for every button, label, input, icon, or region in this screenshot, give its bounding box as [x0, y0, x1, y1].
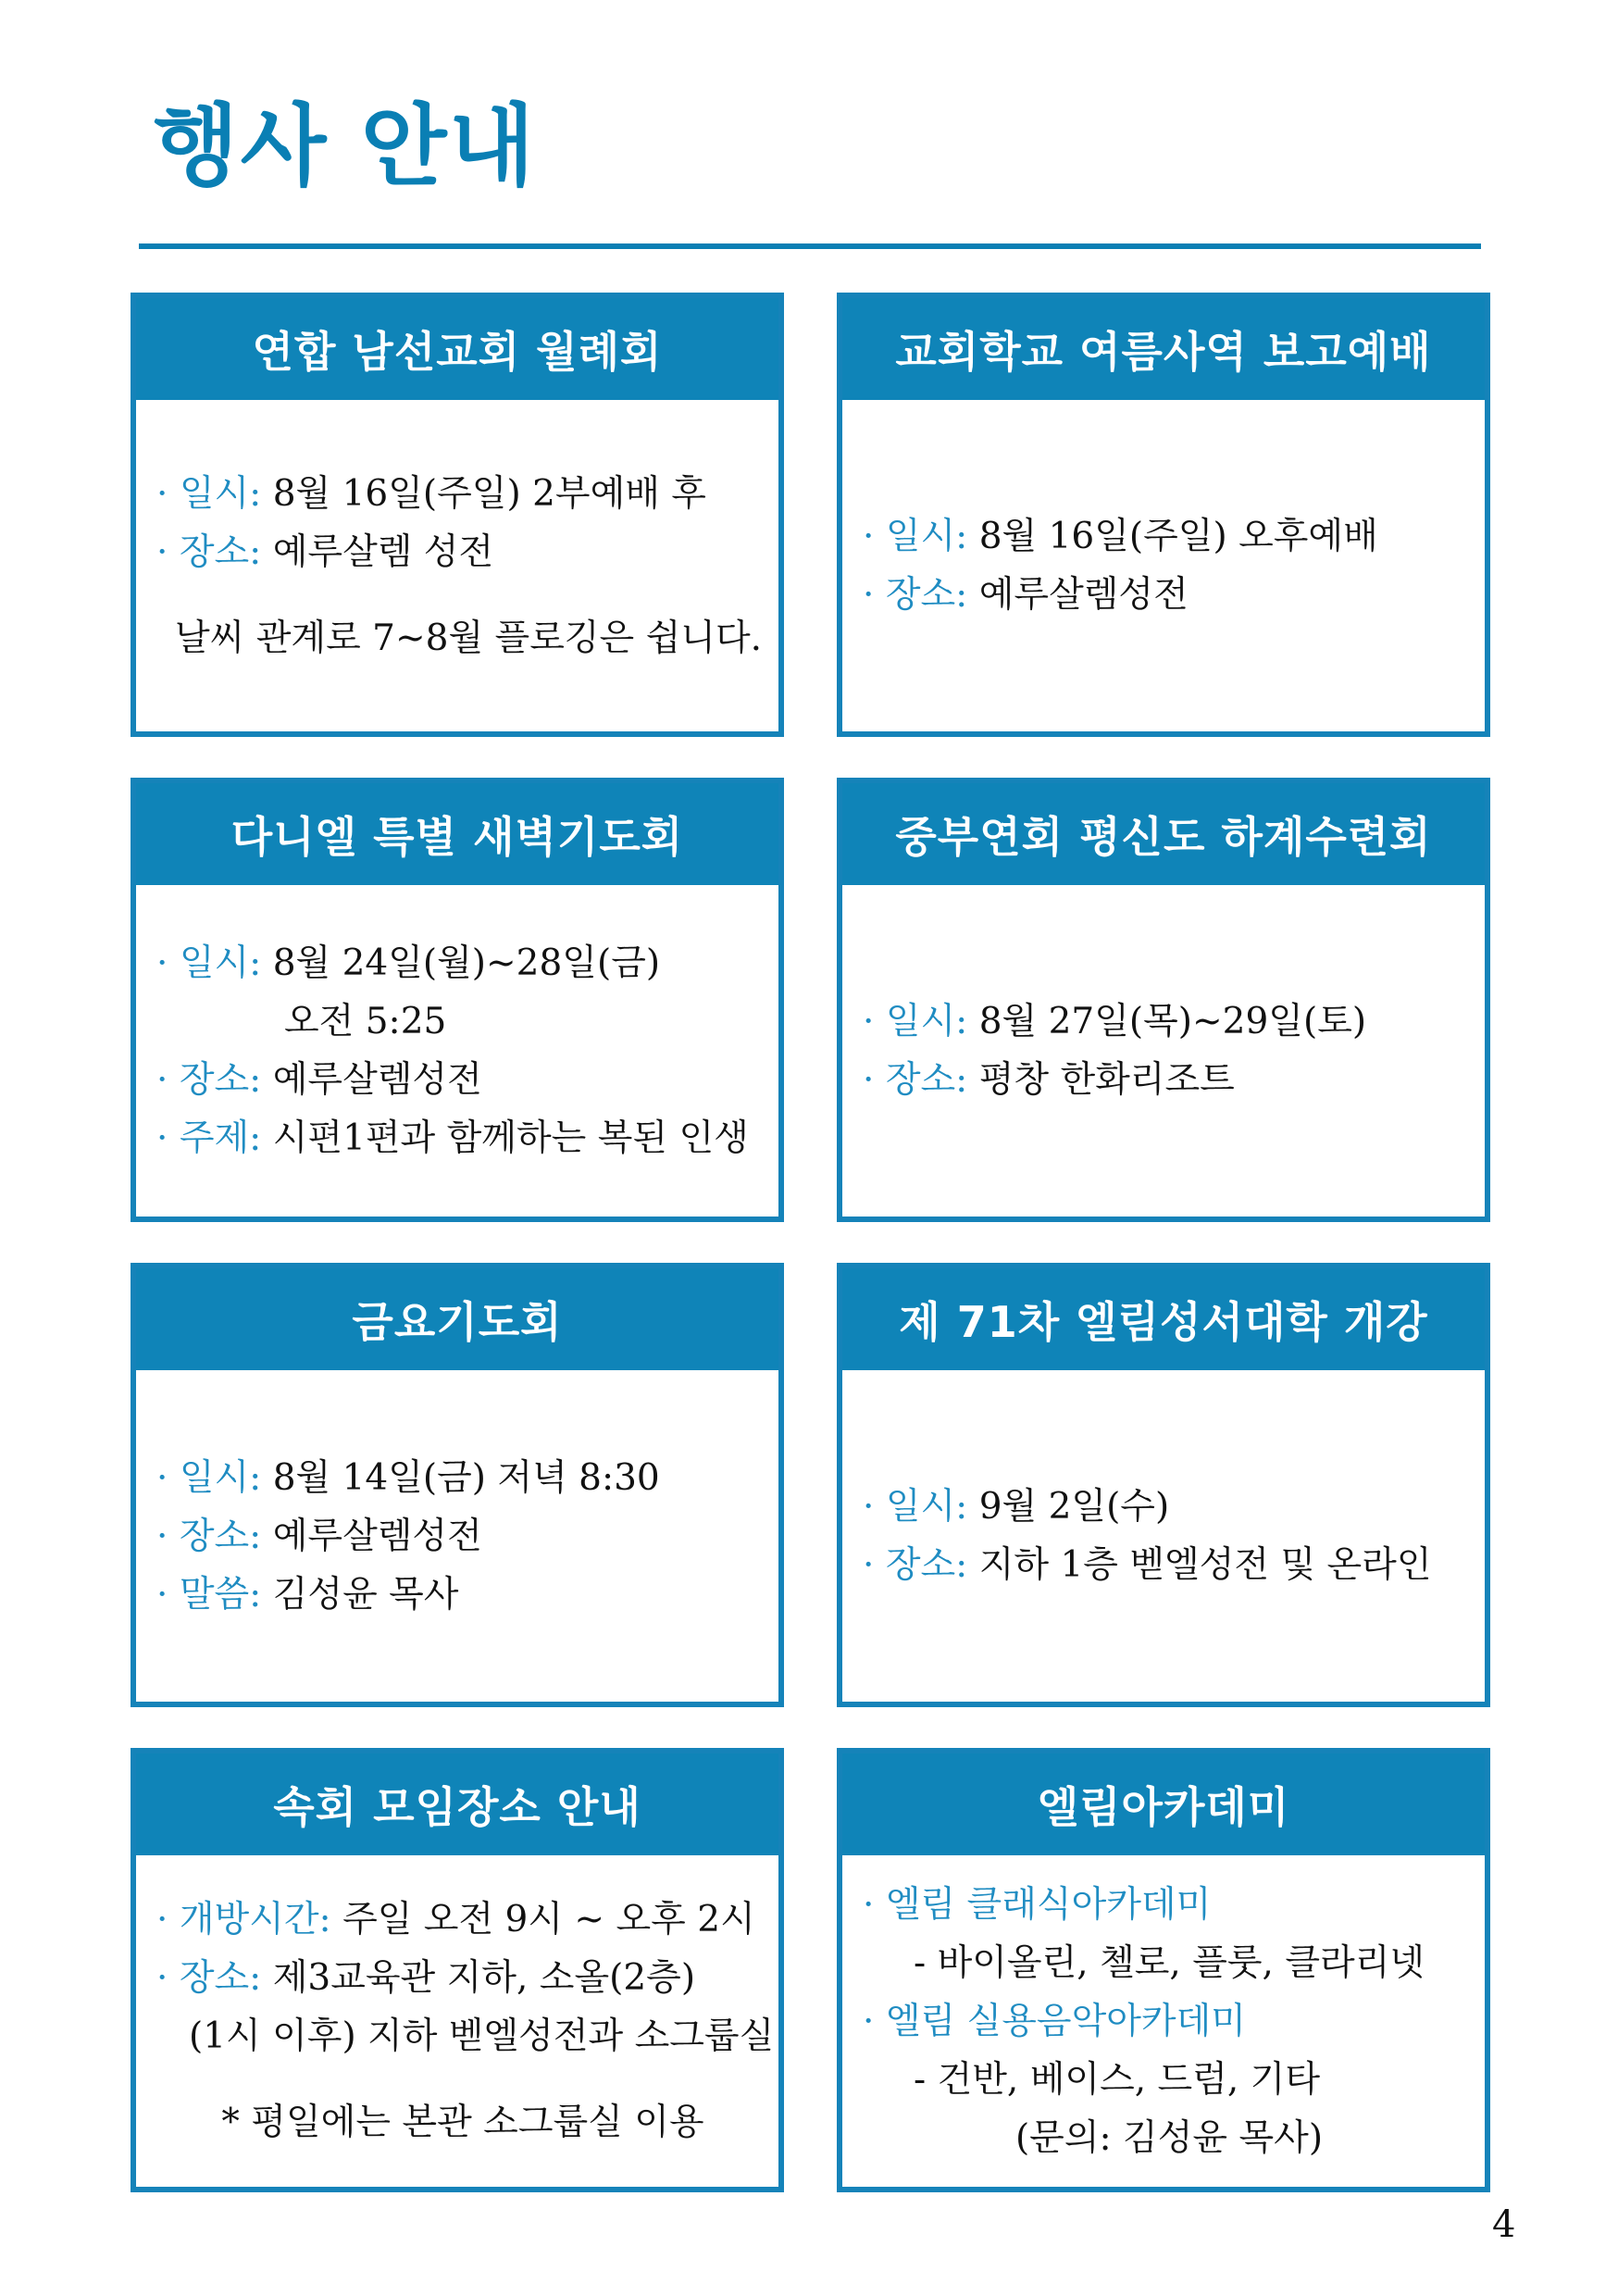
detail-line-date: · 일시: 8월 16일(주일) 오후예배 — [863, 516, 1378, 557]
detail-line-place: · 장소: 예루살렘성전 — [863, 574, 1189, 616]
detail-line-theme: · 주제: 시편1편과 함께하는 복된 인생 — [156, 1117, 749, 1159]
event-card-summer-ministry-report — [837, 293, 1490, 737]
event-card-friday-prayer — [131, 1263, 784, 1707]
detail-line-date: · 일시: 8월 27일(목)~29일(토) — [863, 1001, 1367, 1042]
page-title: 행사 안내 — [153, 94, 537, 198]
card-body — [842, 1855, 1485, 2187]
academy-classical-instruments: - 바이올린, 첼로, 플룻, 클라리넷 — [914, 1941, 1425, 1984]
card-note: * 평일에는 본관 소그룹실 이용 — [221, 2102, 704, 2143]
event-card-elim-academy — [837, 1748, 1490, 2192]
page-number: 4 — [1492, 2203, 1516, 2246]
detail-line-date: · 일시: 8월 14일(금) 저녁 8:30 — [156, 1456, 660, 1499]
detail-line-place: · 장소: 평창 한화리조트 — [863, 1059, 1235, 1101]
detail-line-open-hours: · 개방시간: 주일 오전 9시 ~ 오후 2시 — [156, 1899, 755, 1940]
academy-practical-instruments: - 건반, 베이스, 드럼, 기타 — [914, 2058, 1321, 2101]
card-title: 중부연회 평신도 하계수련회 — [842, 783, 1485, 885]
event-card-lay-summer-retreat — [837, 778, 1490, 1222]
detail-line-time: 오전 5:25 — [284, 1001, 447, 1042]
event-card-daniel-dawn-prayer — [131, 778, 784, 1222]
detail-line-date: · 일시: 9월 2일(수) — [863, 1486, 1170, 1528]
event-card-mens-mission-meeting — [131, 293, 784, 737]
detail-line-place: · 장소: 제3교육관 지하, 소올(2층) — [156, 1957, 696, 1999]
card-body — [842, 1370, 1485, 1702]
academy-classical: · 엘림 클래식아카데미 — [863, 1883, 1212, 1926]
detail-line-place: · 장소: 예루살렘 성전 — [156, 530, 494, 573]
title-divider — [139, 243, 1481, 249]
detail-line-place: · 장소: 예루살렘성전 — [156, 1059, 482, 1101]
detail-line-speaker: · 말씀: 김성윤 목사 — [156, 1573, 459, 1616]
detail-line-date: · 일시: 8월 16일(주일) 2부예배 후 — [156, 472, 706, 515]
card-title: 속회 모임장소 안내 — [136, 1753, 778, 1855]
detail-line-date: · 일시: 8월 24일(월)~28일(금) — [156, 942, 661, 984]
detail-line-place: · 장소: 예루살렘성전 — [156, 1515, 482, 1557]
card-title: 엘림아카데미 — [842, 1753, 1485, 1855]
card-title: 연합 남선교회 월례회 — [136, 298, 778, 400]
card-title: 교회학교 여름사역 보고예배 — [842, 298, 1485, 400]
detail-line-place-after: (1시 이후) 지하 벧엘성전과 소그룹실 — [189, 2015, 775, 2057]
card-title: 금요기도회 — [136, 1268, 778, 1370]
card-contact: (문의: 김성윤 목사) — [1014, 2116, 1324, 2159]
card-body — [136, 1370, 778, 1702]
card-body — [842, 885, 1485, 1217]
detail-line-place: · 장소: 지하 1층 벧엘성전 및 온라인 — [863, 1544, 1432, 1586]
card-body — [136, 1855, 778, 2187]
academy-practical-music: · 엘림 실용음악아카데미 — [863, 2000, 1246, 2042]
event-card-cell-meeting-places — [131, 1748, 784, 2192]
card-body — [136, 400, 778, 731]
card-title: 제 71차 엘림성서대학 개강 — [842, 1268, 1485, 1370]
card-note: 날씨 관계로 7~8월 플로깅은 쉽니다. — [175, 617, 763, 659]
event-card-elim-bible-college — [837, 1263, 1490, 1707]
card-body — [136, 885, 778, 1217]
card-body — [842, 400, 1485, 731]
card-title: 다니엘 특별 새벽기도회 — [136, 783, 778, 885]
